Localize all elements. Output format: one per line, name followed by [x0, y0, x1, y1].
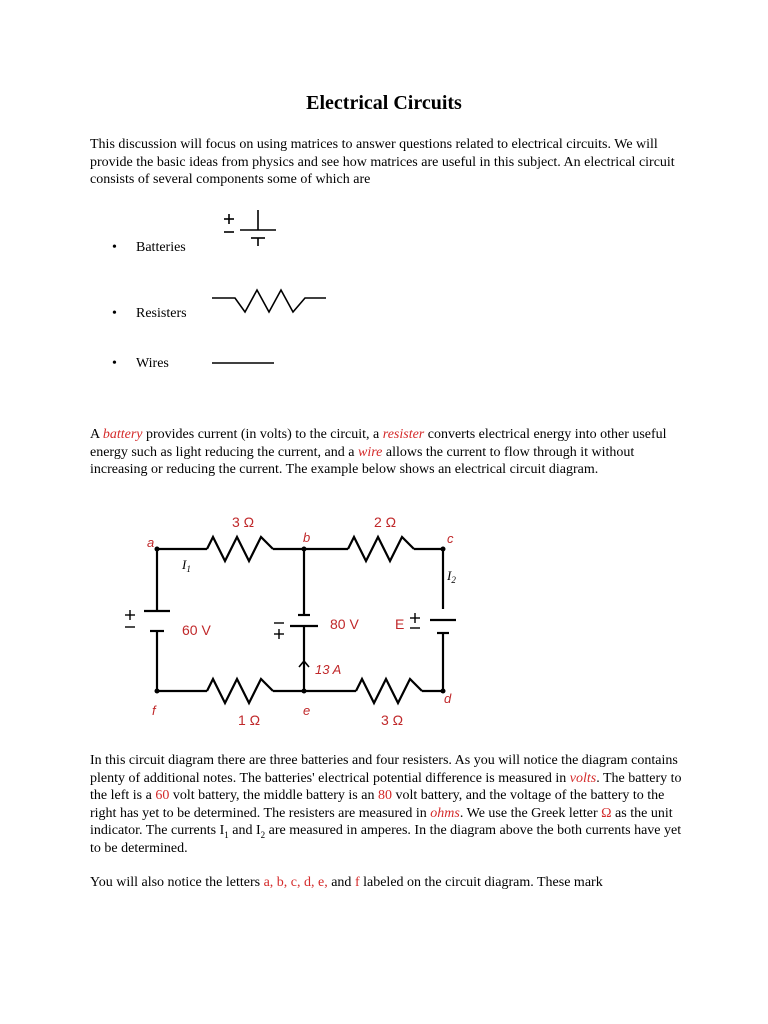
component-label-wires: Wires: [136, 356, 169, 371]
bullet: •: [112, 356, 117, 371]
bullet: •: [112, 240, 117, 255]
label-v-right: E: [395, 616, 405, 632]
circuit-diagram: [110, 505, 470, 735]
term-battery: battery: [102, 427, 143, 442]
letters-paragraph: You will also notice the letters a, b, c, d, e, and f labeled on the circuit diagram. These mark: [90, 875, 603, 890]
bullet: •: [112, 306, 117, 321]
node-label-c: c: [447, 531, 454, 546]
label-r-bottom-right: 3 Ω: [381, 712, 404, 728]
intro-paragraph: This discussion will focus on using matrices to answer questions related to electrical circuits. We will provide the basic ideas from physics and see how matrices are useful in this subject. An electrical circuit consists of several components some of which are: [90, 137, 675, 187]
explanation-paragraph: In this circuit diagram there are three batteries and four resisters. As you will notice the diagram contains plenty of additional notes. The batteries' electrical potential difference is measured in volts. The battery to the left is a 60 volt battery, the middle battery is an 80 volt battery, and the voltage of the battery to the right has yet to be determined. The resisters are measured in ohms. We use the Greek letter Ω as the unit indicator. The currents $I_1$ and $I_2$ are measured in amperes. In the diagram above the both currents have yet to be determined.: [90, 753, 682, 856]
node-label-d: d: [444, 691, 452, 706]
page-title: Electrical Circuits: [306, 92, 462, 114]
term-wire: wire: [357, 444, 383, 460]
definitions-paragraph: A battery provides current (in volts) to the circuit, a resister converts electrical energy into other useful energy such as light reducing the current, and a wire allows the current to flow through it without increasing or reducing the current. The example below shows an electrical circuit diagram.: [90, 427, 667, 477]
node-label-f: f: [152, 703, 156, 718]
label-v-mid: 80 V: [330, 616, 359, 632]
wire-symbol-icon: [210, 358, 280, 368]
resistor-symbol-icon: [210, 286, 330, 316]
label-r-top-left: 3 Ω: [232, 514, 255, 530]
label-r-bottom-left: 1 Ω: [238, 712, 261, 728]
component-label-batteries: Batteries: [136, 240, 186, 255]
label-current-mid: 13 A: [315, 662, 342, 677]
node-label-a: a: [147, 535, 155, 550]
label-v-left: 60 V: [182, 622, 211, 638]
label-r-top-right: 2 Ω: [374, 514, 397, 530]
term-resister: resister: [382, 427, 425, 442]
label-i2: $I_2$: [447, 568, 456, 585]
node-label-b: b: [303, 530, 311, 545]
node-label-e: e: [303, 703, 311, 718]
battery-symbol-icon: [218, 206, 280, 248]
component-label-resisters: Resisters: [136, 306, 187, 321]
label-i1: $I_1$: [182, 557, 191, 574]
